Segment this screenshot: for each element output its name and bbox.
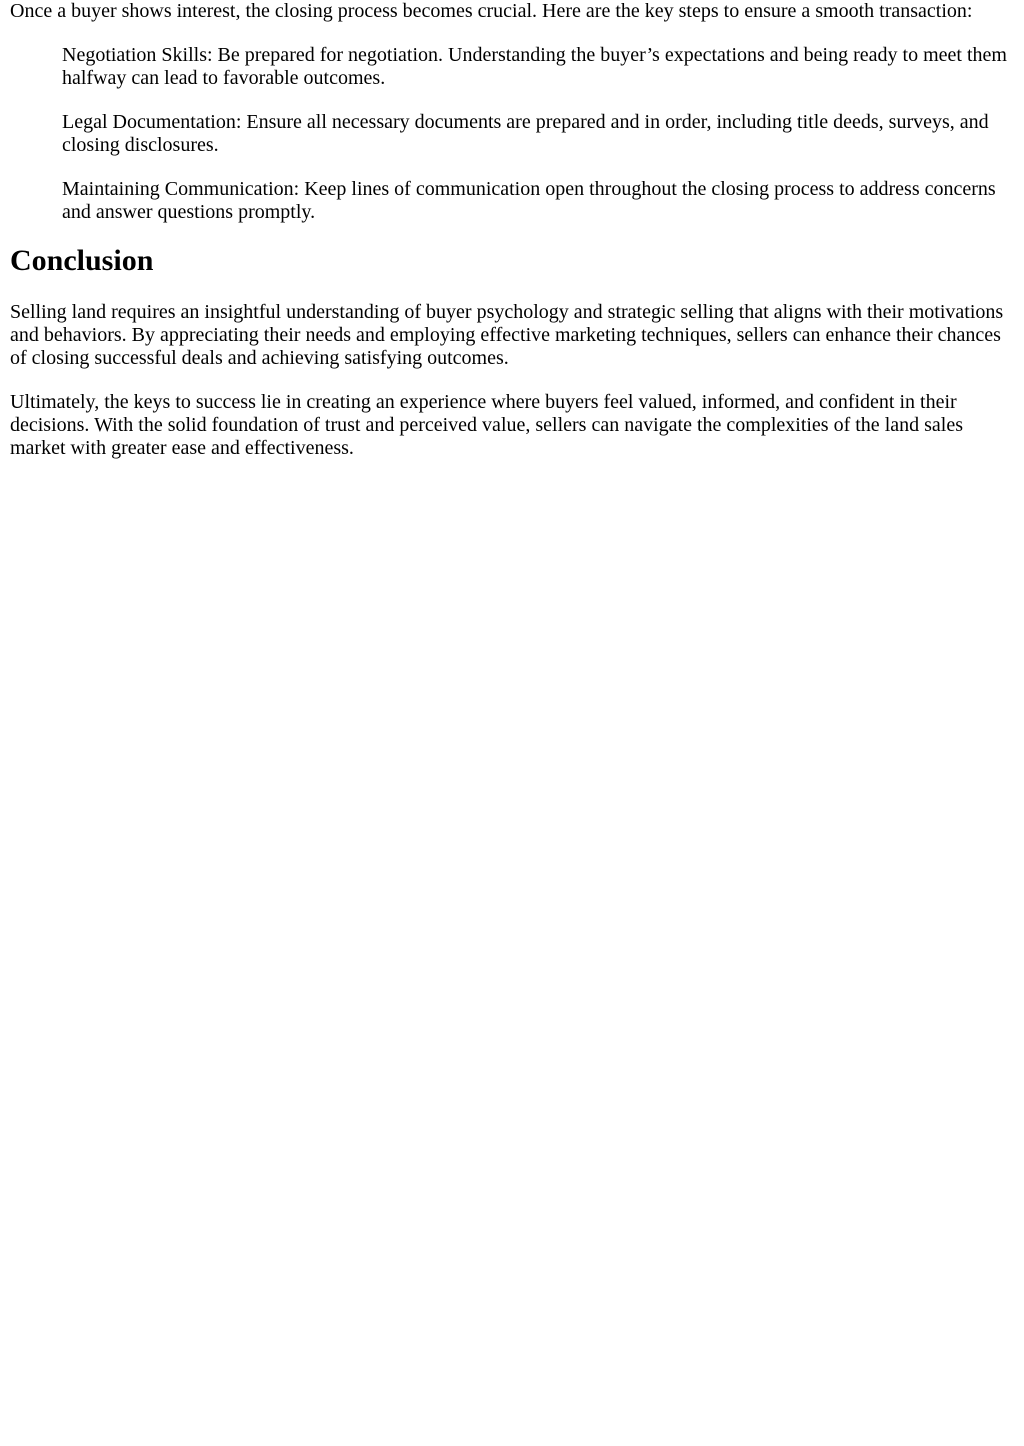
document-page: [0, 0, 1024, 460]
list-item-negotiation-skills: Negotiation Skills: Be prepared for negotiation. Understanding the buyer’s expectations and being ready to meet them halfway can lead to favorable outcomes.: [62, 44, 1007, 89]
intro-paragraph: Once a buyer shows interest, the closing process becomes crucial. Here are the key steps to ensure a smooth transaction:: [10, 0, 973, 22]
conclusion-paragraph-1: Selling land requires an insightful understanding of buyer psychology and strategic selling that aligns with their motivations and behaviors. By appreciating their needs and employing effective marketing techniques, sellers can enhance their chances of closing successful deals and achieving satisfying outcomes.: [10, 301, 1004, 369]
closing-steps-list: [62, 44, 1014, 224]
conclusion-heading: Conclusion: [10, 244, 154, 277]
list-item-maintaining-communication: Maintaining Communication: Keep lines of communication open throughout the closing process to address concerns and answer questions promptly.: [62, 178, 996, 223]
list-item-legal-documentation: Legal Documentation: Ensure all necessary documents are prepared and in order, including title deeds, surveys, and closing disclosures.: [62, 111, 989, 156]
conclusion-paragraph-2: Ultimately, the keys to success lie in creating an experience where buyers feel valued, informed, and confident in their decisions. With the solid foundation of trust and perceived value, sellers can navigate the complexities of the land sales market with greater ease and effectiveness.: [10, 391, 963, 459]
